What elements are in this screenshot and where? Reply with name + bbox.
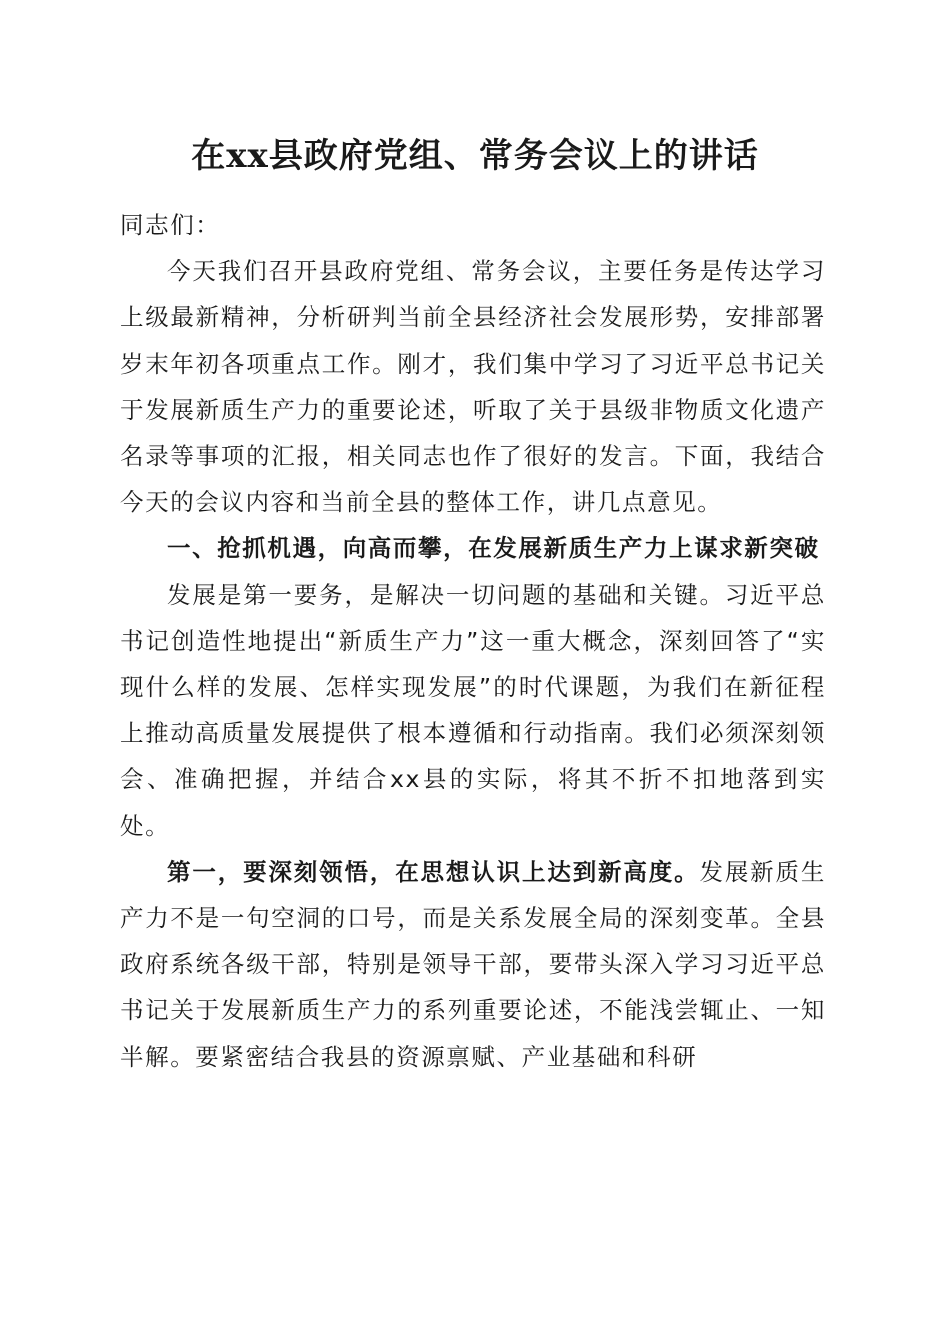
- document-title: 在xx县政府党组、常务会议上的讲话: [191, 136, 759, 176]
- salutation: 同志们：: [120, 211, 221, 239]
- point-1-text: 发展新质生产力不是一句空洞的口号，而是关系发展全局的深刻变革。全县政府系统各级干部，特别是领导干部，要带头深入学习习近平总书记关于发展新质生产力的系列重要论述，不能浅尝辄止、一知半解。要紧密结合我县的资源禀赋、产业基础和科研: [120, 857, 826, 1071]
- point-1-paragraph: [120, 849, 826, 1080]
- section-1-paragraph: 发展是第一要务，是解决一切问题的基础和关键。习近平总书记创造性地提出“新质生产力”这一重大概念，深刻回答了“实现什么样的发展、怎样实现发展”的时代课题，为我们在新征程上推动高质量发展提供了根本遵循和行动指南。我们必须深刻领会、准确把握，并结合xx县的实际，将其不折不扣地落到实处。: [120, 580, 826, 840]
- intro-paragraph: 今天我们召开县政府党组、常务会议，主要任务是传达学习上级最新精神，分析研判当前全县经济社会发展形势，安排部署岁末年初各项重点工作。刚才，我们集中学习了习近平总书记关于发展新质生产力的重要论述，听取了关于县级非物质文化遗产名录等事项的汇报，相关同志也作了很好的发言。下面，我结合今天的会议内容和当前全县的整体工作，讲几点意见。: [120, 257, 826, 517]
- point-1-lead: 第一，要深刻领悟，在思想认识上达到新高度。: [167, 857, 700, 886]
- section-1-heading: 一、抢抓机遇，向高而攀，在发展新质生产力上谋求新突破: [167, 534, 820, 563]
- document-body: [120, 202, 826, 1080]
